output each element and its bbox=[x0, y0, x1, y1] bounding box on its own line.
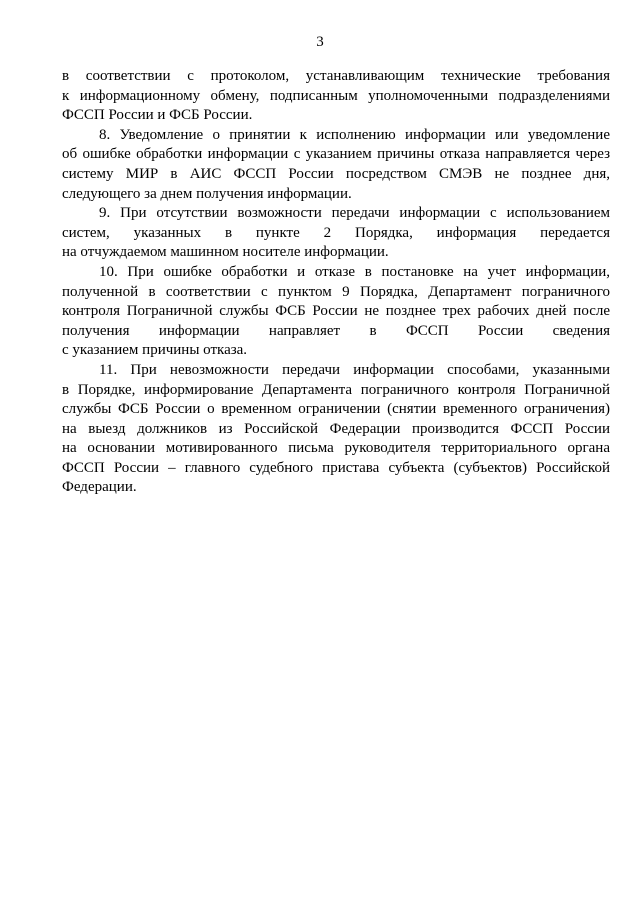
text-line: 8. Уведомление о принятии к исполнению информации или уведомление bbox=[99, 126, 610, 143]
text-line: Федерации. bbox=[62, 479, 137, 496]
paragraph-item-8 bbox=[62, 126, 610, 204]
text-line: 10. При ошибке обработки и отказе в постановке на учет информации, bbox=[99, 263, 610, 280]
text-line: на отчуждаемом машинном носителе информации. bbox=[62, 244, 389, 261]
text-line: в Порядке, информирование Департамента пограничного контроля Пограничной bbox=[62, 381, 610, 398]
text-line: 11. При невозможности передачи информации способами, указанными bbox=[99, 361, 610, 378]
text-line: систем, указанных в пункте 2 Порядка, информация передается bbox=[62, 224, 610, 241]
text-line: 9. При отсутствии возможности передачи информации с использованием bbox=[99, 205, 610, 222]
text-line: контроля Пограничной службы ФСБ России не позднее трех рабочих дней после bbox=[62, 303, 610, 320]
text-line: в соответствии с протоколом, устанавливающим технические требования bbox=[62, 68, 610, 84]
text-line: к информационному обмену, подписанным уполномоченными подразделениями bbox=[62, 87, 610, 104]
paragraph-item-10 bbox=[62, 263, 610, 361]
text-line: ФССП России и ФСБ России. bbox=[62, 107, 253, 124]
text-line: службы ФСБ России о временном ограничении (снятии временного ограничения) bbox=[62, 401, 610, 418]
text-line: ФССП России – главного судебного пристава субъекта (субъектов) Российской bbox=[62, 459, 610, 476]
text-line: систему МИР в АИС ФССП России посредством СМЭВ не позднее дня, bbox=[62, 165, 610, 182]
text-line: полученной в соответствии с пунктом 9 Порядка, Департамент пограничного bbox=[62, 283, 610, 300]
text-line: следующего за днем получения информации. bbox=[62, 185, 352, 202]
text-line: об ошибке обработки информации с указанием причины отказа направляется через bbox=[62, 146, 610, 163]
paragraph-item-9 bbox=[62, 204, 610, 263]
paragraph-item-11 bbox=[62, 361, 610, 498]
text-line: с указанием причины отказа. bbox=[62, 342, 248, 359]
text-line: получения информации направляет в ФССП России сведения bbox=[62, 322, 610, 339]
document-body bbox=[62, 67, 610, 498]
page-number: 3 bbox=[316, 34, 324, 50]
text-line: на основании мотивированного письма руководителя территориального органа bbox=[62, 440, 610, 457]
text-line: на выезд должников из Российской Федерации производится ФССП России bbox=[62, 420, 610, 437]
paragraph-continuation bbox=[62, 67, 610, 126]
